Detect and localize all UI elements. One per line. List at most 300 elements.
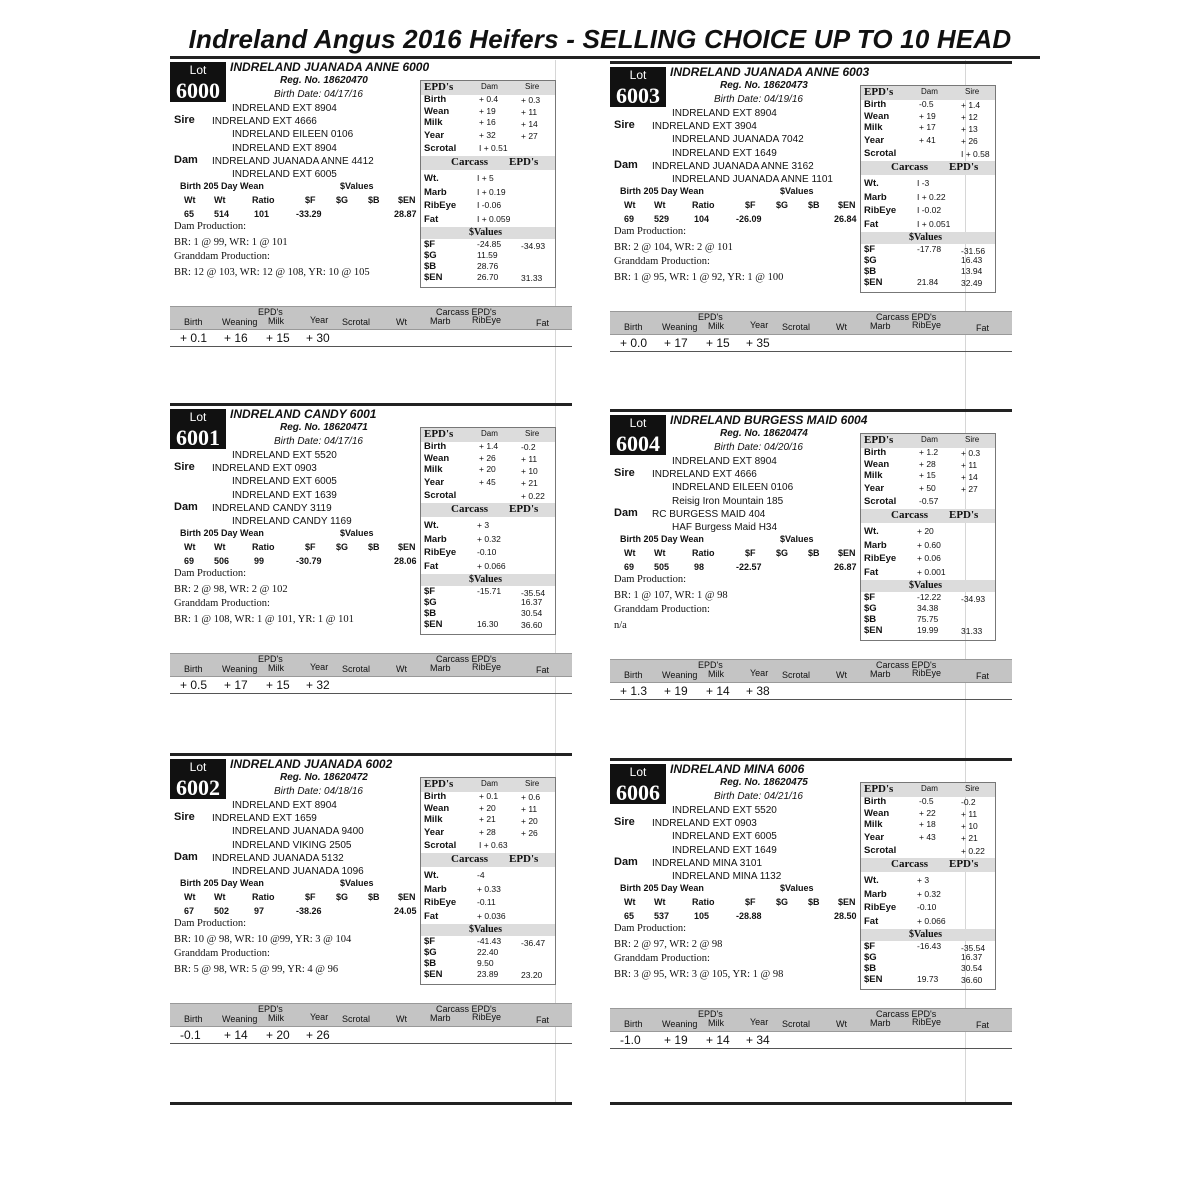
summary-col: Weaning (662, 322, 698, 332)
epd-row-label: Birth (424, 94, 447, 105)
epd-dam-value: -0.5 (919, 99, 934, 109)
summary-epds-heading: EPD's (698, 660, 723, 670)
granddam-production-label: Granddam Production: (174, 251, 270, 262)
summary-col: Weaning (222, 1014, 258, 1024)
sire: INDRELAND EXT 3904 (652, 121, 757, 132)
summary-year: + 35 (746, 336, 770, 350)
summary-col: Milk (708, 321, 724, 331)
perf-col-header: $EN (398, 892, 416, 902)
epd-dam-value: + 32 (479, 130, 496, 140)
dam-production: BR: 2 @ 104, WR: 2 @ 101 (614, 242, 733, 253)
carcass-value: -0.10 (917, 902, 937, 912)
epd-sire-value: + 14 (961, 472, 978, 482)
summary-col: Year (750, 320, 769, 330)
card-rule (610, 61, 1012, 64)
lot-card (610, 61, 1012, 361)
registration-number: Reg. No. 18620474 (720, 428, 808, 439)
granddam-production: BR: 1 @ 95, WR: 1 @ 92, YR: 1 @ 100 (614, 272, 784, 283)
epd-row-label: Milk (864, 819, 883, 830)
carcass-value: I -0.02 (917, 205, 942, 215)
summary-col: Marb (870, 321, 891, 331)
summary-col: Milk (268, 1013, 284, 1023)
summary-col: Birth (624, 1019, 643, 1029)
carcass-row-label: Marb (424, 187, 447, 198)
dam: RC BURGESS MAID 404 (652, 509, 766, 520)
svalues-header (861, 232, 995, 244)
carcass-heading: Carcass (891, 858, 929, 870)
epd-sire-value: + 0.22 (961, 846, 985, 856)
epd-table (860, 85, 996, 293)
carcass-value: -4 (477, 870, 485, 880)
dam-heading: Dam (481, 82, 498, 91)
animal-name: INDRELAND JUANADA ANNE 6003 (670, 65, 870, 79)
lot-label: Lot (189, 760, 207, 774)
epd-row-label: Milk (424, 117, 443, 128)
epd-sire-value: + 11 (521, 107, 538, 117)
registration-number: Reg. No. 18620475 (720, 777, 808, 788)
granddam-production-label: Granddam Production: (174, 948, 270, 959)
sval-row-label: $EN (424, 969, 443, 980)
perf-dollar-header: $Values (340, 181, 374, 191)
epd-dam-value: + 20 (479, 464, 496, 474)
perf-col-header: Wt (184, 195, 196, 205)
summary-col: Fat (976, 1020, 990, 1030)
lot-number: 6001 (176, 425, 220, 450)
epd-row-label: Scrotal (424, 490, 457, 501)
summary-col: Wt (836, 322, 847, 332)
summary-col: Fat (976, 323, 990, 333)
sire-sire: INDRELAND EXT 8904 (232, 103, 337, 114)
granddam-production: n/a (614, 620, 627, 631)
epd-sire-value: + 14 (521, 119, 538, 129)
sire-heading: Sire (965, 87, 980, 96)
carcass-header (861, 858, 995, 872)
summary-epds-heading: EPD's (258, 654, 283, 664)
epd-dam-value: + 28 (919, 459, 936, 469)
perf-col-header: $G (776, 548, 789, 558)
epd-row-label: Milk (864, 470, 883, 481)
carcass-row-label: RibEye (424, 200, 457, 211)
carcass-value: + 0.33 (477, 884, 501, 894)
summary-col: RibEye (912, 1017, 942, 1027)
epd-sire-value: + 12 (961, 112, 978, 122)
sval-sire-value: -35.54 (521, 588, 546, 598)
sval-row-label: $B (424, 261, 437, 272)
sval-dam-value: -15.71 (477, 586, 502, 596)
epd-sire-value: + 26 (521, 828, 538, 838)
sval-row-label: $G (424, 597, 437, 608)
lot-badge (170, 62, 226, 102)
card-rule (170, 753, 572, 756)
summary-col: Year (750, 668, 769, 678)
perf-wean-ratio: 101 (254, 209, 270, 219)
card-rule (170, 56, 572, 59)
epd-dam-value: + 17 (919, 122, 936, 132)
svalues-heading: $Values (469, 227, 502, 238)
perf-birth-wt: 67 (184, 906, 195, 916)
perf-en-value: 26.84 (834, 214, 857, 224)
lot-number: 6003 (616, 83, 660, 108)
dam-production: BR: 10 @ 98, WR: 10 @99, YR: 3 @ 104 (174, 934, 352, 945)
epd-row-label: Wean (424, 803, 450, 814)
carcass-row-label: Wt. (864, 178, 879, 189)
perf-wean-ratio: 98 (694, 562, 705, 572)
summary-weaning: + 14 (224, 1028, 248, 1042)
lot-badge (610, 415, 666, 455)
perf-col-header: $F (305, 195, 316, 205)
summary-col: Milk (268, 316, 284, 326)
perf-header: Birth 205 Day Wean (620, 883, 704, 893)
epd-summary-values (610, 1032, 1012, 1049)
perf-205-wt: 506 (214, 556, 230, 566)
birth-date: Birth Date: 04/20/16 (714, 442, 803, 453)
epd-summary-values (170, 677, 572, 694)
summary-col: Marb (870, 669, 891, 679)
summary-weaning: + 19 (664, 684, 688, 698)
epd-heading: EPD's (864, 434, 894, 446)
sire: INDRELAND EXT 4666 (652, 469, 757, 480)
sval-sire-value: -31.56 (961, 246, 986, 256)
sire-dam: INDRELAND EXT 6005 (672, 831, 777, 842)
epd-row-label: Milk (424, 814, 443, 825)
dam: INDRELAND MINA 3101 (652, 858, 763, 869)
epd-dam-value: -0.5 (919, 796, 934, 806)
epd-row-label: Year (864, 832, 885, 843)
carcass-epds-heading: EPD's (509, 853, 539, 865)
perf-en-value: 28.50 (834, 911, 857, 921)
perf-col-header: $EN (838, 200, 856, 210)
sval-sire-value: 31.33 (961, 626, 983, 636)
svalues-header (421, 227, 555, 239)
perf-en-value: 24.05 (394, 906, 417, 916)
sire-heading: Sire (965, 435, 980, 444)
dam-dam: INDRELAND JUANADA ANNE 1101 (672, 174, 833, 185)
registration-number: Reg. No. 18620471 (280, 422, 368, 433)
sire-heading: Sire (525, 429, 540, 438)
carcass-heading: Carcass (891, 161, 929, 173)
summary-col: Year (310, 315, 329, 325)
sval-row-label: $B (424, 608, 437, 619)
dam-dam: INDRELAND JUANADA 1096 (232, 866, 364, 877)
carcass-value: I + 0.051 (917, 219, 951, 229)
epd-summary-values (610, 335, 1012, 352)
carcass-header (861, 509, 995, 523)
perf-col-header: $B (368, 195, 380, 205)
carcass-heading: Carcass (451, 853, 489, 865)
perf-col-header: Wt (184, 542, 196, 552)
dam-production-label: Dam Production: (174, 221, 247, 232)
sire-dam: INDRELAND JUANADA 7042 (672, 134, 804, 145)
dam-label: Dam (174, 851, 198, 863)
animal-name: INDRELAND JUANADA ANNE 6000 (230, 60, 430, 74)
summary-col: Wt (396, 1014, 407, 1024)
summary-epds-heading: EPD's (258, 307, 283, 317)
carcass-row-label: Wt. (424, 520, 439, 531)
perf-col-header: Ratio (252, 542, 275, 552)
animal-name: INDRELAND MINA 6006 (670, 762, 805, 776)
epd-dam-value: + 0.1 (479, 791, 499, 801)
epd-row-label: Birth (424, 791, 447, 802)
summary-birth: -1.0 (620, 1033, 641, 1047)
summary-col: Fat (976, 671, 990, 681)
epd-sire-value: -0.2 (961, 797, 976, 807)
sval-dam-value: -12.22 (917, 592, 942, 602)
summary-milk: + 14 (706, 1033, 730, 1047)
sval-row-label: $B (864, 614, 877, 625)
epd-dam-value: -0.57 (919, 496, 939, 506)
epd-summary-bar (610, 311, 1012, 335)
perf-col-header: Wt (624, 897, 636, 907)
svalues-heading: $Values (909, 580, 942, 591)
summary-col: Marb (430, 316, 451, 326)
summary-col: Weaning (222, 664, 258, 674)
perf-birth-wt: 69 (624, 214, 635, 224)
epd-sire-value: -0.2 (521, 442, 536, 452)
sval-row-label: $F (864, 592, 876, 603)
svalues-heading: $Values (469, 924, 502, 935)
carcass-value: + 0.066 (477, 561, 506, 571)
svalues-header (421, 574, 555, 586)
svalues-header (861, 580, 995, 592)
sval-sire-value: 16.37 (961, 952, 983, 962)
epd-heading: EPD's (864, 783, 894, 795)
epd-summary-values (610, 683, 1012, 700)
dam-heading: Dam (481, 429, 498, 438)
dam: INDRELAND JUANADA 5132 (212, 853, 344, 864)
summary-milk: + 14 (706, 684, 730, 698)
dam-production: BR: 2 @ 97, WR: 2 @ 98 (614, 939, 723, 950)
dam-production-label: Dam Production: (614, 574, 687, 585)
epd-dam-value: + 19 (919, 111, 936, 121)
sval-sire-value: 30.54 (961, 963, 983, 973)
carcass-row-label: RibEye (424, 897, 457, 908)
sval-row-label: $G (424, 947, 437, 958)
summary-col: Wt (396, 664, 407, 674)
sval-dam-value: 23.89 (477, 969, 499, 979)
summary-col: RibEye (472, 662, 502, 672)
sval-row-label: $F (424, 936, 436, 947)
carcass-row-label: Wt. (424, 173, 439, 184)
sire: INDRELAND EXT 1659 (212, 813, 317, 824)
carcass-row-label: Fat (864, 219, 879, 230)
epd-row-label: Milk (864, 122, 883, 133)
sire-dam: INDRELAND EXT 6005 (232, 476, 337, 487)
sval-sire-value: -34.93 (961, 594, 986, 604)
epd-row-label: Wean (864, 459, 890, 470)
summary-col: Birth (624, 322, 643, 332)
epd-dam-value: + 28 (479, 827, 496, 837)
carcass-row-label: Marb (424, 884, 447, 895)
summary-year: + 32 (306, 678, 330, 692)
perf-en-value: 28.06 (394, 556, 417, 566)
summary-col: Scrotal (782, 322, 811, 332)
sval-sire-value: 16.43 (961, 255, 983, 265)
epd-dam-value: + 16 (479, 117, 496, 127)
epd-sire-value: + 27 (961, 484, 978, 494)
summary-col: Marb (430, 1013, 451, 1023)
sval-row-label: $EN (424, 272, 443, 283)
summary-col: Scrotal (782, 1019, 811, 1029)
dam-production-label: Dam Production: (614, 923, 687, 934)
carcass-row-label: Wt. (424, 870, 439, 881)
epd-row-label: Scrotal (424, 143, 457, 154)
summary-year: + 38 (746, 684, 770, 698)
carcass-row-label: Marb (864, 540, 887, 551)
dam-label: Dam (614, 507, 638, 519)
perf-col-header: Ratio (692, 548, 715, 558)
epd-summary-bar (170, 306, 572, 330)
summary-milk: + 15 (266, 678, 290, 692)
dam-dam: INDRELAND EXT 6005 (232, 169, 337, 180)
epd-header (861, 86, 995, 100)
dam-sire: INDRELAND EXT 8904 (232, 143, 337, 154)
sval-row-label: $EN (864, 974, 883, 985)
carcass-row-label: Marb (864, 889, 887, 900)
dam-sire: INDRELAND EXT 1649 (672, 148, 777, 159)
summary-col: RibEye (912, 320, 942, 330)
perf-wean-ratio: 105 (694, 911, 710, 921)
animal-name: INDRELAND JUANADA 6002 (230, 757, 393, 771)
dam-label: Dam (614, 159, 638, 171)
carcass-value: + 20 (917, 526, 934, 536)
sval-dam-value: -24.85 (477, 239, 502, 249)
summary-birth: + 0.5 (180, 678, 208, 692)
summary-carcass-heading: Carcass EPD's (436, 654, 497, 664)
lot-label: Lot (189, 63, 207, 77)
dam-production: BR: 1 @ 99, WR: 1 @ 101 (174, 237, 288, 248)
summary-epds-heading: EPD's (698, 1009, 723, 1019)
animal-name: INDRELAND BURGESS MAID 6004 (670, 413, 868, 427)
carcass-value: + 0.001 (917, 567, 946, 577)
lot-badge (610, 67, 666, 107)
summary-col: Wt (836, 1019, 847, 1029)
animal-name: INDRELAND CANDY 6001 (230, 407, 377, 421)
epd-row-label: Birth (864, 447, 887, 458)
carcass-value: + 0.036 (477, 911, 506, 921)
epd-dam-value: + 50 (919, 483, 936, 493)
summary-col: RibEye (472, 1012, 502, 1022)
bottom-rule (170, 1102, 572, 1105)
sval-row-label: $EN (424, 619, 443, 630)
summary-col: Scrotal (342, 1014, 371, 1024)
perf-f-value: -28.88 (736, 911, 762, 921)
sire-sire: INDRELAND EXT 8904 (672, 456, 777, 467)
epd-dam-value: + 0.4 (479, 94, 499, 104)
epd-row-label: Birth (424, 441, 447, 452)
perf-dollar-header: $Values (780, 883, 814, 893)
summary-carcass-heading: Carcass EPD's (436, 307, 497, 317)
sire-sire: INDRELAND EXT 8904 (672, 108, 777, 119)
perf-col-header: Wt (214, 892, 226, 902)
carcass-row-label: Marb (424, 534, 447, 545)
perf-205-wt: 514 (214, 209, 230, 219)
epd-table (420, 427, 556, 635)
birth-date: Birth Date: 04/21/16 (714, 791, 803, 802)
dam-sire: INDRELAND EXT 1639 (232, 490, 337, 501)
summary-col: Fat (536, 318, 550, 328)
sval-dam-value: 19.73 (917, 974, 939, 984)
summary-birth: + 0.0 (620, 336, 648, 350)
epd-sire-value: + 11 (521, 804, 538, 814)
sval-row-label: $F (424, 586, 436, 597)
epd-sire-value: + 10 (521, 466, 538, 476)
svalues-heading: $Values (469, 574, 502, 585)
sval-dam-value: -41.43 (477, 936, 502, 946)
carcass-heading: Carcass (451, 156, 489, 168)
sire-label: Sire (174, 461, 195, 473)
svalues-heading: $Values (909, 232, 942, 243)
dam-label: Dam (174, 154, 198, 166)
epd-header (861, 783, 995, 797)
sval-dam-value: 21.84 (917, 277, 939, 287)
summary-col: RibEye (472, 315, 502, 325)
lot-number: 6006 (616, 780, 660, 805)
carcass-header (421, 156, 555, 170)
epd-summary-bar (610, 659, 1012, 683)
sval-sire-value: -34.93 (521, 241, 546, 251)
perf-col-header: $G (336, 892, 349, 902)
carcass-row-label: Fat (424, 911, 439, 922)
svalues-heading: $Values (909, 929, 942, 940)
sval-sire-value: 32.49 (961, 278, 983, 288)
registration-number: Reg. No. 18620470 (280, 75, 368, 86)
granddam-production-label: Granddam Production: (614, 604, 710, 615)
summary-col: Wt (836, 670, 847, 680)
sire: INDRELAND EXT 4666 (212, 116, 317, 127)
summary-epds-heading: EPD's (258, 1004, 283, 1014)
sval-row-label: $G (424, 250, 437, 261)
summary-col: Birth (184, 664, 203, 674)
epd-sire-value: + 27 (521, 131, 538, 141)
carcass-epds-heading: EPD's (509, 503, 539, 515)
carcass-value: + 3 (477, 520, 490, 530)
summary-col: RibEye (912, 668, 942, 678)
carcass-row-label: Wt. (864, 526, 879, 537)
lot-number: 6000 (176, 78, 220, 103)
birth-date: Birth Date: 04/17/16 (274, 436, 363, 447)
lot-badge (170, 409, 226, 449)
sval-row-label: $B (864, 963, 877, 974)
perf-col-header: $B (368, 542, 380, 552)
epd-sire-value: + 11 (961, 460, 978, 470)
sval-row-label: $F (424, 239, 436, 250)
epd-dam-value: + 43 (919, 832, 936, 842)
bottom-rule (610, 1102, 1012, 1105)
sire-label: Sire (174, 811, 195, 823)
summary-col: Wt (396, 317, 407, 327)
summary-birth: + 0.1 (180, 331, 208, 345)
carcass-epds-heading: EPD's (949, 509, 979, 521)
svalues-header (421, 924, 555, 936)
perf-col-header: $EN (838, 548, 856, 558)
epd-row-label: Scrotal (424, 840, 457, 851)
summary-col: Scrotal (342, 317, 371, 327)
lot-card (170, 403, 572, 703)
sire-label: Sire (614, 467, 635, 479)
epd-summary-values (170, 330, 572, 347)
sire-label: Sire (174, 114, 195, 126)
epd-row-label: Wean (864, 808, 890, 819)
perf-col-header: $F (305, 892, 316, 902)
perf-birth-wt: 65 (624, 911, 635, 921)
sval-dam-value: 22.40 (477, 947, 499, 957)
dam-heading: Dam (481, 779, 498, 788)
dam-sire: INDRELAND VIKING 2505 (232, 840, 352, 851)
epd-sire-value: + 0.22 (521, 491, 545, 501)
perf-en-value: 26.87 (834, 562, 857, 572)
lot-card (170, 753, 572, 1053)
epd-dam-value: + 20 (479, 803, 496, 813)
